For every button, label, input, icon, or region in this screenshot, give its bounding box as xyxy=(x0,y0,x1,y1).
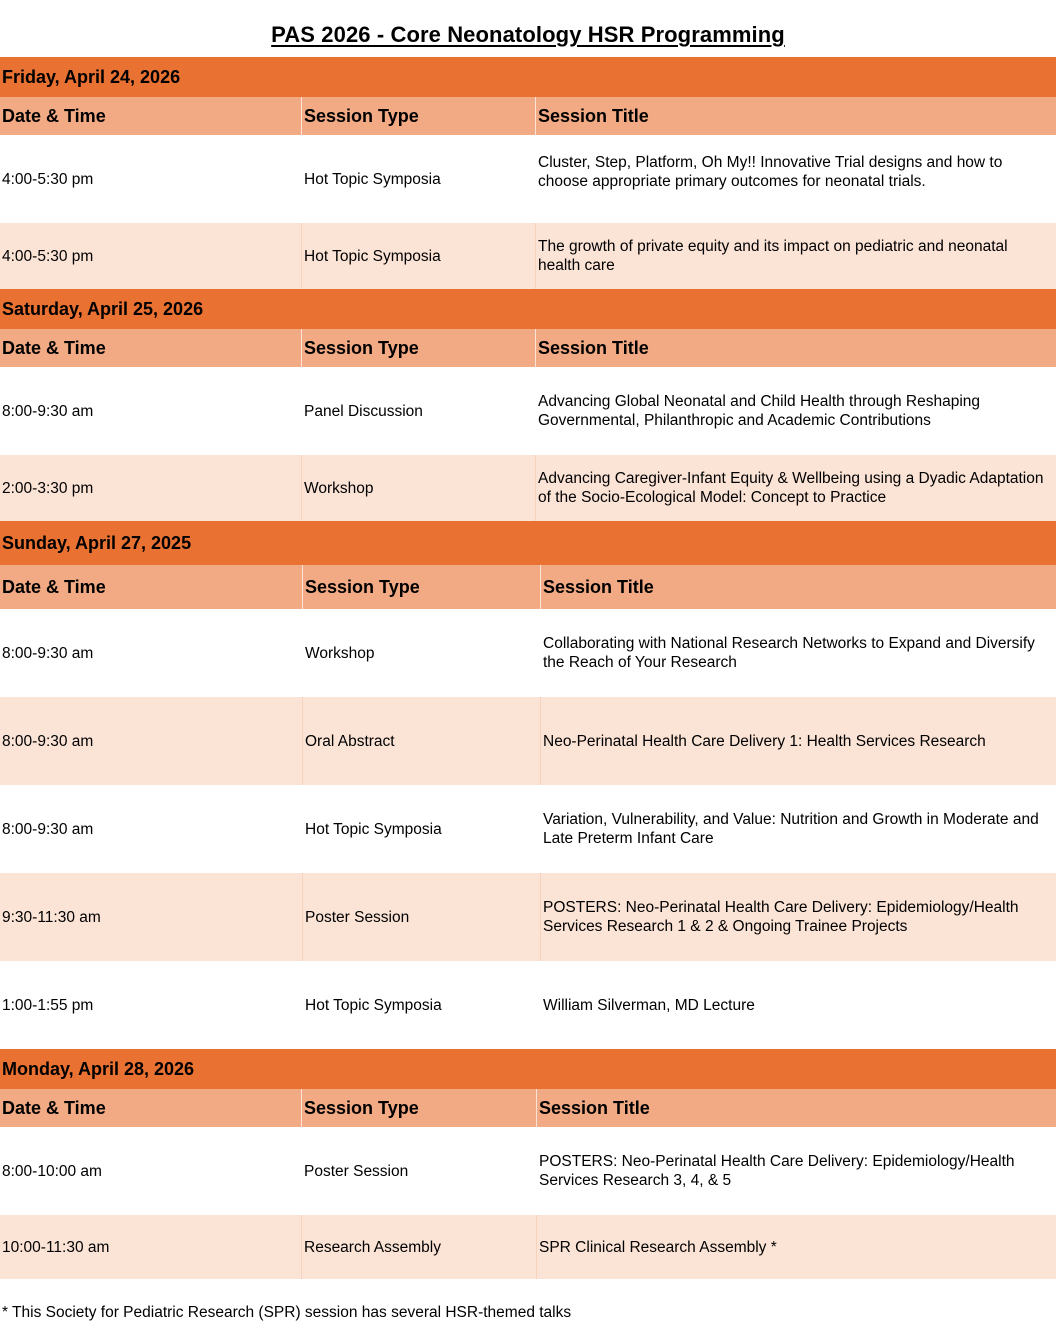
footnote: * This Society for Pediatric Research (SPR) session has several HSR-themed talks xyxy=(2,1304,572,1321)
day-block-saturday xyxy=(0,289,1056,521)
table-row xyxy=(0,609,1056,697)
session-title: Cluster, Step, Platform, Oh My!! Innovative Trial designs and how to choose appropriate primary outcomes for neonatal trials. xyxy=(538,154,1003,190)
table-row xyxy=(0,223,1056,289)
session-type: Hot Topic Symposia xyxy=(302,223,536,289)
session-time: 8:00-9:30 am xyxy=(0,785,303,873)
day-block-monday xyxy=(0,1049,1056,1279)
column-header-row xyxy=(0,97,1056,135)
session-time: 9:30-11:30 am xyxy=(0,873,303,961)
column-header-session-type: Session Type xyxy=(303,565,541,609)
session-time: 1:00-1:55 pm xyxy=(0,961,303,1049)
table-row xyxy=(0,961,1056,1049)
table-row xyxy=(0,785,1056,873)
column-header-session-title: Session Title xyxy=(538,337,649,358)
session-time: 8:00-9:30 am xyxy=(0,697,303,785)
session-title: William Silverman, MD Lecture xyxy=(543,996,755,1014)
day-header: Friday, April 24, 2026 xyxy=(0,57,1056,97)
column-header-date-time: Date & Time xyxy=(0,565,303,609)
session-time: 8:00-9:30 am xyxy=(0,609,303,697)
column-header-row xyxy=(0,1089,1056,1127)
session-title: Advancing Caregiver-Infant Equity & Wellbeing using a Dyadic Adaptation of the Socio-Ecological Model: Concept to Practice xyxy=(538,470,1044,506)
session-type: Hot Topic Symposia xyxy=(302,135,536,223)
column-header-session-type: Session Type xyxy=(302,1089,537,1127)
table-row xyxy=(0,697,1056,785)
day-header: Saturday, April 25, 2026 xyxy=(0,289,1056,329)
session-title: Advancing Global Neonatal and Child Health through Reshaping Governmental, Philanthropic and Academic Contributions xyxy=(538,393,981,429)
session-time: 8:00-10:00 am xyxy=(0,1127,302,1215)
session-title: SPR Clinical Research Assembly * xyxy=(539,1238,777,1256)
day-header: Sunday, April 27, 2025 xyxy=(0,521,1056,565)
column-header-date-time: Date & Time xyxy=(0,97,302,135)
session-type: Workshop xyxy=(303,609,541,697)
column-header-session-type: Session Type xyxy=(302,97,536,135)
table-row xyxy=(0,455,1056,521)
session-title: Collaborating with National Research Networks to Expand and Diversify the Reach of Your Research xyxy=(543,635,1035,671)
session-type: Hot Topic Symposia xyxy=(303,961,541,1049)
table-row xyxy=(0,873,1056,961)
session-time: 8:00-9:30 am xyxy=(0,367,302,455)
column-header-session-title: Session Title xyxy=(539,1097,650,1118)
session-type: Oral Abstract xyxy=(303,697,541,785)
session-type: Workshop xyxy=(302,455,536,521)
page-title: PAS 2026 - Core Neonatology HSR Programming xyxy=(271,22,785,47)
column-header-session-title: Session Title xyxy=(538,105,649,126)
session-time: 10:00-11:30 am xyxy=(0,1215,302,1279)
session-title: Neo-Perinatal Health Care Delivery 1: Health Services Research xyxy=(543,732,986,750)
session-type: Hot Topic Symposia xyxy=(303,785,541,873)
session-type: Poster Session xyxy=(303,873,541,961)
table-row xyxy=(0,135,1056,223)
column-header-date-time: Date & Time xyxy=(0,1089,302,1127)
session-title: Variation, Vulnerability, and Value: Nutrition and Growth in Moderate and Late Preterm Infant Care xyxy=(543,811,1039,847)
day-header: Monday, April 28, 2026 xyxy=(0,1049,1056,1089)
session-time: 4:00-5:30 pm xyxy=(0,135,302,223)
table-row xyxy=(0,1127,1056,1215)
day-block-sunday xyxy=(0,521,1056,1049)
session-title: POSTERS: Neo-Perinatal Health Care Delivery: Epidemiology/Health Services Research 1 & 2 & Ongoing Trainee Projects xyxy=(543,899,1019,935)
day-block-friday xyxy=(0,57,1056,289)
column-header-session-title: Session Title xyxy=(543,576,654,597)
session-time: 4:00-5:30 pm xyxy=(0,223,302,289)
session-type: Poster Session xyxy=(302,1127,537,1215)
table-row xyxy=(0,367,1056,455)
column-header-session-type: Session Type xyxy=(302,329,536,367)
session-title: The growth of private equity and its impact on pediatric and neonatal health care xyxy=(538,238,1008,274)
session-time: 2:00-3:30 pm xyxy=(0,455,302,521)
session-type: Panel Discussion xyxy=(302,367,536,455)
column-header-date-time: Date & Time xyxy=(0,329,302,367)
session-type: Research Assembly xyxy=(302,1215,537,1279)
column-header-row xyxy=(0,565,1056,609)
session-title: POSTERS: Neo-Perinatal Health Care Delivery: Epidemiology/Health Services Research 3, 4, & 5 xyxy=(539,1153,1015,1189)
table-row xyxy=(0,1215,1056,1279)
column-header-row xyxy=(0,329,1056,367)
